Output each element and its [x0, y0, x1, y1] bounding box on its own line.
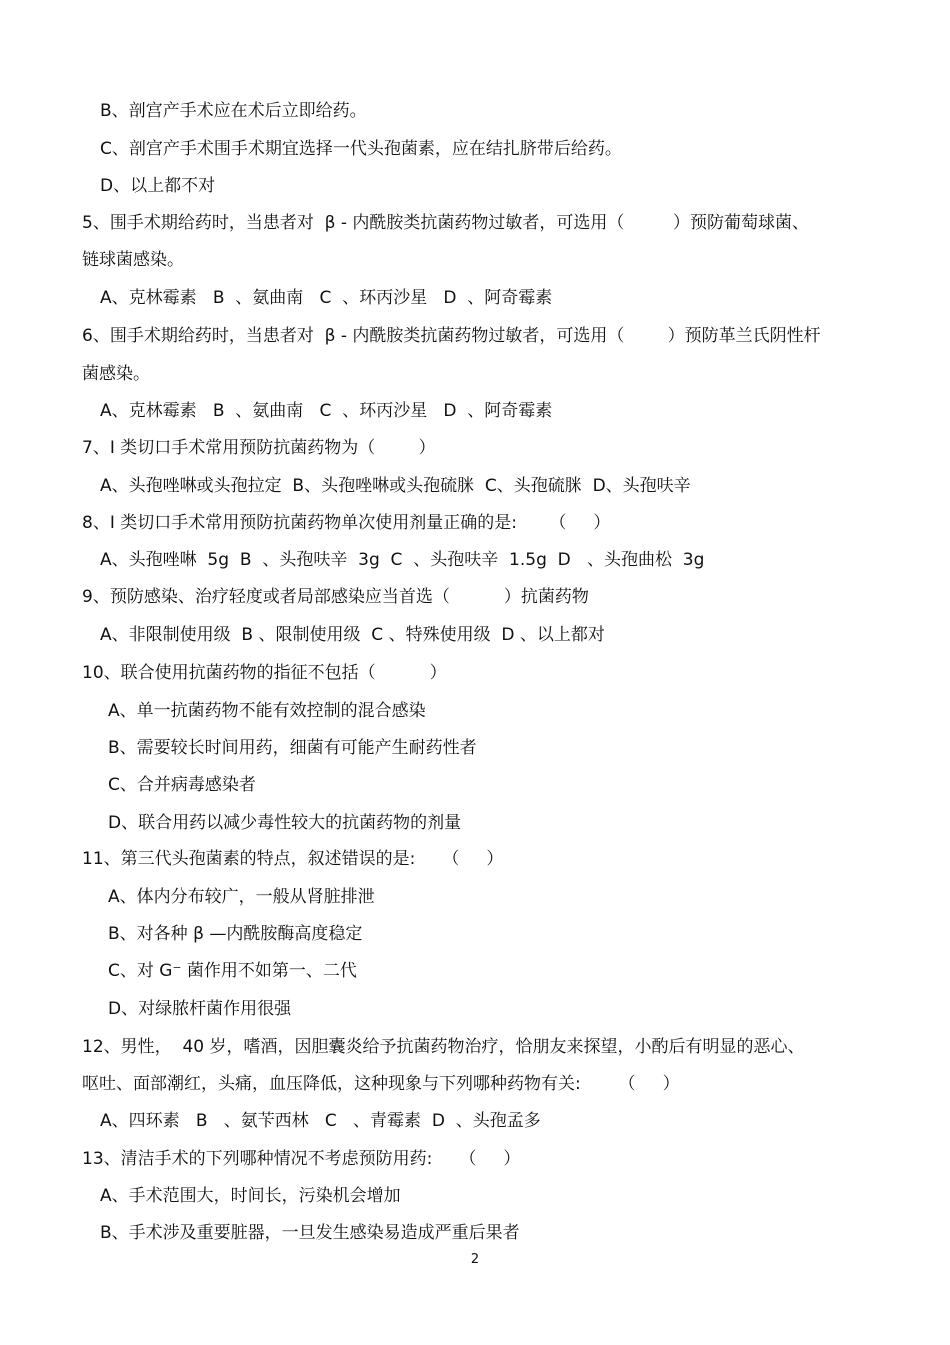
text-line: 12、男性， 40 岁，嗜酒，因胆囊炎给予抗菌药物治疗，恰朋友来探望，小酌后有明显的恶心、 [82, 1037, 805, 1057]
text-line: D、以上都不对 [100, 176, 216, 196]
text-line: D、联合用药以减少毒性较大的抗菌药物的剂量 [108, 813, 462, 833]
text-line: 6、围手术期给药时，当患者对 β - 内酰胺类抗菌药物过敏者，可选用（ ）预防革兰氏阴性杆 [82, 326, 821, 346]
text-line: 链球菌感染。 [82, 250, 184, 270]
text-line: 8、Ⅰ 类切口手术常用预防抗菌药物单次使用剂量正确的是: （ ） [82, 513, 611, 533]
text-line: 11、第三代头孢菌素的特点，叙述错误的是: （ ） [82, 849, 504, 869]
text-line: A、克林霉素 B 、氨曲南 C 、环丙沙星 D 、阿奇霉素 [100, 401, 553, 421]
text-line: B、需要较长时间用药，细菌有可能产生耐药性者 [108, 738, 477, 758]
text-line: 10、联合使用抗菌药物的指征不包括（ ） [82, 663, 447, 683]
text-line: A、四环素 B 、氨苄西林 C 、青霉素 D 、头孢孟多 [100, 1111, 541, 1131]
text-line: B、手术涉及重要脏器，一旦发生感染易造成严重后果者 [100, 1223, 520, 1243]
text-line: C、剖宫产手术围手术期宜选择一代头孢菌素，应在结扎脐带后给药。 [100, 139, 622, 159]
text-line: 呕吐、面部潮红，头痛，血压降低，这种现象与下列哪种药物有关: （ ） [82, 1074, 680, 1094]
text-line: A、头孢唑啉 5g B 、头孢呋辛 3g C 、头孢呋辛 1.5g D 、头孢曲松 3g [100, 550, 705, 570]
text-line: B、对各种 β —内酰胺酶高度稳定 [108, 924, 363, 944]
text-line: A、克林霉素 B 、氨曲南 C 、环丙沙星 D 、阿奇霉素 [100, 288, 553, 308]
text-line: C、合并病毒感染者 [108, 775, 256, 795]
text-line: 7、Ⅰ 类切口手术常用预防抗菌药物为（ ） [82, 438, 436, 458]
text-line: A、头孢唑啉或头孢拉定 B、头孢唑啉或头孢硫脒 C、头孢硫脒 D、头孢呋辛 [100, 476, 691, 496]
text-line: A、手术范围大，时间长，污染机会增加 [100, 1186, 401, 1206]
text-line: A、体内分布较广，一般从肾脏排泄 [108, 887, 375, 907]
text-line: 菌感染。 [82, 364, 150, 384]
text-line: 9、预防感染、治疗轻度或者局部感染应当首选（ ）抗菌药物 [82, 587, 589, 607]
text-line: D、对绿脓杆菌作用很强 [108, 999, 292, 1019]
text-line: 5、围手术期给药时，当患者对 β - 内酰胺类抗菌药物过敏者，可选用（ ）预防葡萄球菌、 [82, 213, 810, 233]
page-number: 2 [470, 1252, 480, 1267]
text-line: 13、清洁手术的下列哪种情况不考虑预防用药: （ ） [82, 1149, 521, 1169]
text-line: C、对 G⁻ 菌作用不如第一、二代 [108, 961, 357, 981]
text-line: A、非限制使用级 B 、限制使用级 C 、特殊使用级 D 、以上都对 [100, 625, 605, 645]
text-line: B、剖宫产手术应在术后立即给药。 [100, 101, 367, 121]
text-line: A、单一抗菌药物不能有效控制的混合感染 [108, 701, 426, 721]
